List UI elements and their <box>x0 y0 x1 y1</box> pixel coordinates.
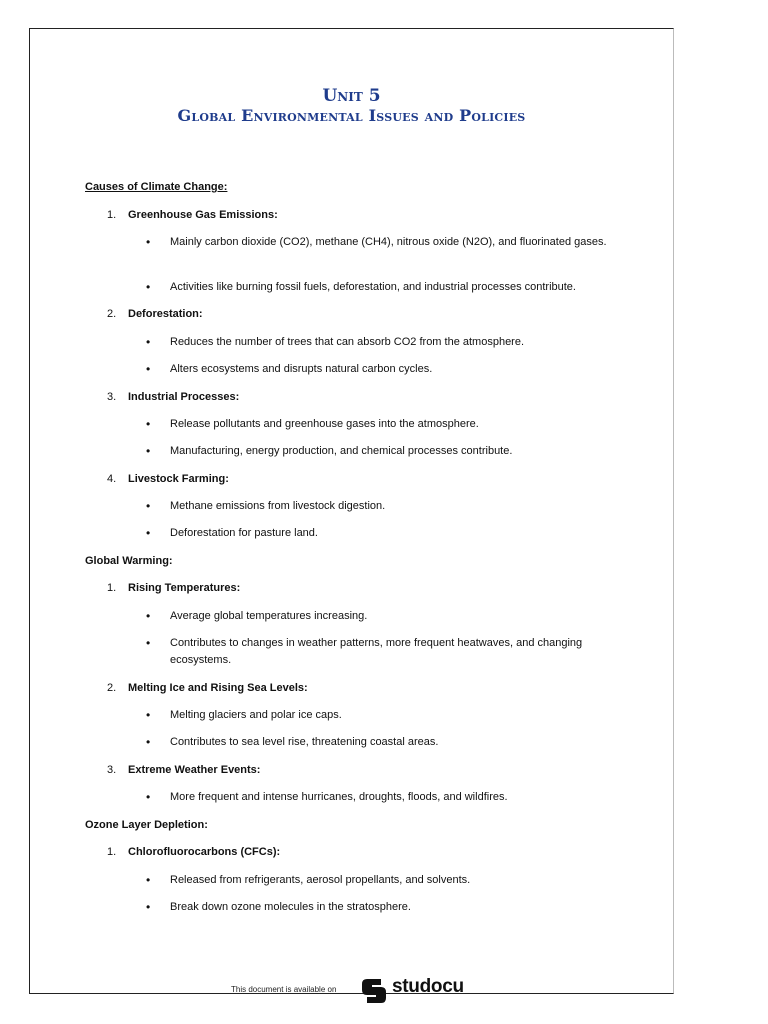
item-title: Industrial Processes: <box>128 391 240 403</box>
section-heading: Causes of Climate Change: <box>85 181 228 193</box>
item-number: 2. <box>107 308 117 320</box>
bullet-text: Methane emissions from livestock digestion. <box>170 500 386 512</box>
bullet-icon: • <box>146 280 151 294</box>
footer <box>0 974 768 1004</box>
bullet-icon: • <box>146 235 151 249</box>
section-heading: Global Warming: <box>85 555 173 567</box>
bullet-text: Release pollutants and greenhouse gases into the atmosphere. <box>170 418 479 430</box>
bullet-icon: • <box>146 735 151 749</box>
item-title: Rising Temperatures: <box>128 582 241 594</box>
availability-text: This document is available on <box>231 985 337 994</box>
item-number: 1. <box>107 582 117 594</box>
document-subtitle: Global Environmental Issues and Policies <box>177 106 526 125</box>
bullet-icon: • <box>146 609 151 623</box>
bullet-icon: • <box>146 417 151 431</box>
bullet-text: Reduces the number of trees that can absorb CO2 from the atmosphere. <box>170 336 525 348</box>
unit-title: Unit 5 <box>322 86 381 106</box>
bullet-text: Manufacturing, energy production, and chemical processes contribute. <box>170 445 513 457</box>
bullet-text: Activities like burning fossil fuels, deforestation, and industrial processes contribute. <box>170 281 576 293</box>
bullet-text: Mainly carbon dioxide (CO2), methane (CH4), nitrous oxide (N2O), and fluorinated gases. <box>170 236 607 248</box>
item-number: 3. <box>107 764 117 776</box>
bullet-text: More frequent and intense hurricanes, droughts, floods, and wildfires. <box>170 791 508 803</box>
bullet-icon: • <box>146 444 151 458</box>
studocu-logo-icon[interactable] <box>359 976 389 1006</box>
bullet-icon: • <box>146 499 151 513</box>
bullet-icon: • <box>146 335 151 349</box>
studocu-brand-name[interactable]: studocu <box>392 976 464 997</box>
bullet-icon: • <box>146 708 151 722</box>
item-number: 1. <box>107 846 117 858</box>
item-number: 2. <box>107 682 117 694</box>
item-title: Deforestation: <box>128 308 203 320</box>
item-title: Chlorofluorocarbons (CFCs): <box>128 846 281 858</box>
bullet-text: Break down ozone molecules in the stratosphere. <box>170 901 411 913</box>
item-title: Melting Ice and Rising Sea Levels: <box>128 682 308 694</box>
bullet-icon: • <box>146 790 151 804</box>
item-number: 1. <box>107 209 117 221</box>
bullet-text: Average global temperatures increasing. <box>170 610 368 622</box>
bullet-text: Released from refrigerants, aerosol propellants, and solvents. <box>170 874 471 886</box>
bullet-text: Contributes to sea level rise, threatening coastal areas. <box>170 736 439 748</box>
item-number: 3. <box>107 391 117 403</box>
item-title: Greenhouse Gas Emissions: <box>128 209 278 221</box>
bullet-icon: • <box>146 362 151 376</box>
item-title: Livestock Farming: <box>128 473 229 485</box>
bullet-text: Contributes to changes in weather patterns, more frequent heatwaves, and changing ecosystems. <box>170 637 583 666</box>
bullet-icon: • <box>146 526 151 540</box>
bullet-icon: • <box>146 873 151 887</box>
item-title: Extreme Weather Events: <box>128 764 261 776</box>
bullet-icon: • <box>146 636 151 650</box>
bullet-text: Deforestation for pasture land. <box>170 527 318 539</box>
item-number: 4. <box>107 473 117 485</box>
bullet-text: Melting glaciers and polar ice caps. <box>170 709 342 721</box>
bullet-text: Alters ecosystems and disrupts natural carbon cycles. <box>170 363 433 375</box>
bullet-icon: • <box>146 900 151 914</box>
section-heading: Ozone Layer Depletion: <box>85 819 208 831</box>
